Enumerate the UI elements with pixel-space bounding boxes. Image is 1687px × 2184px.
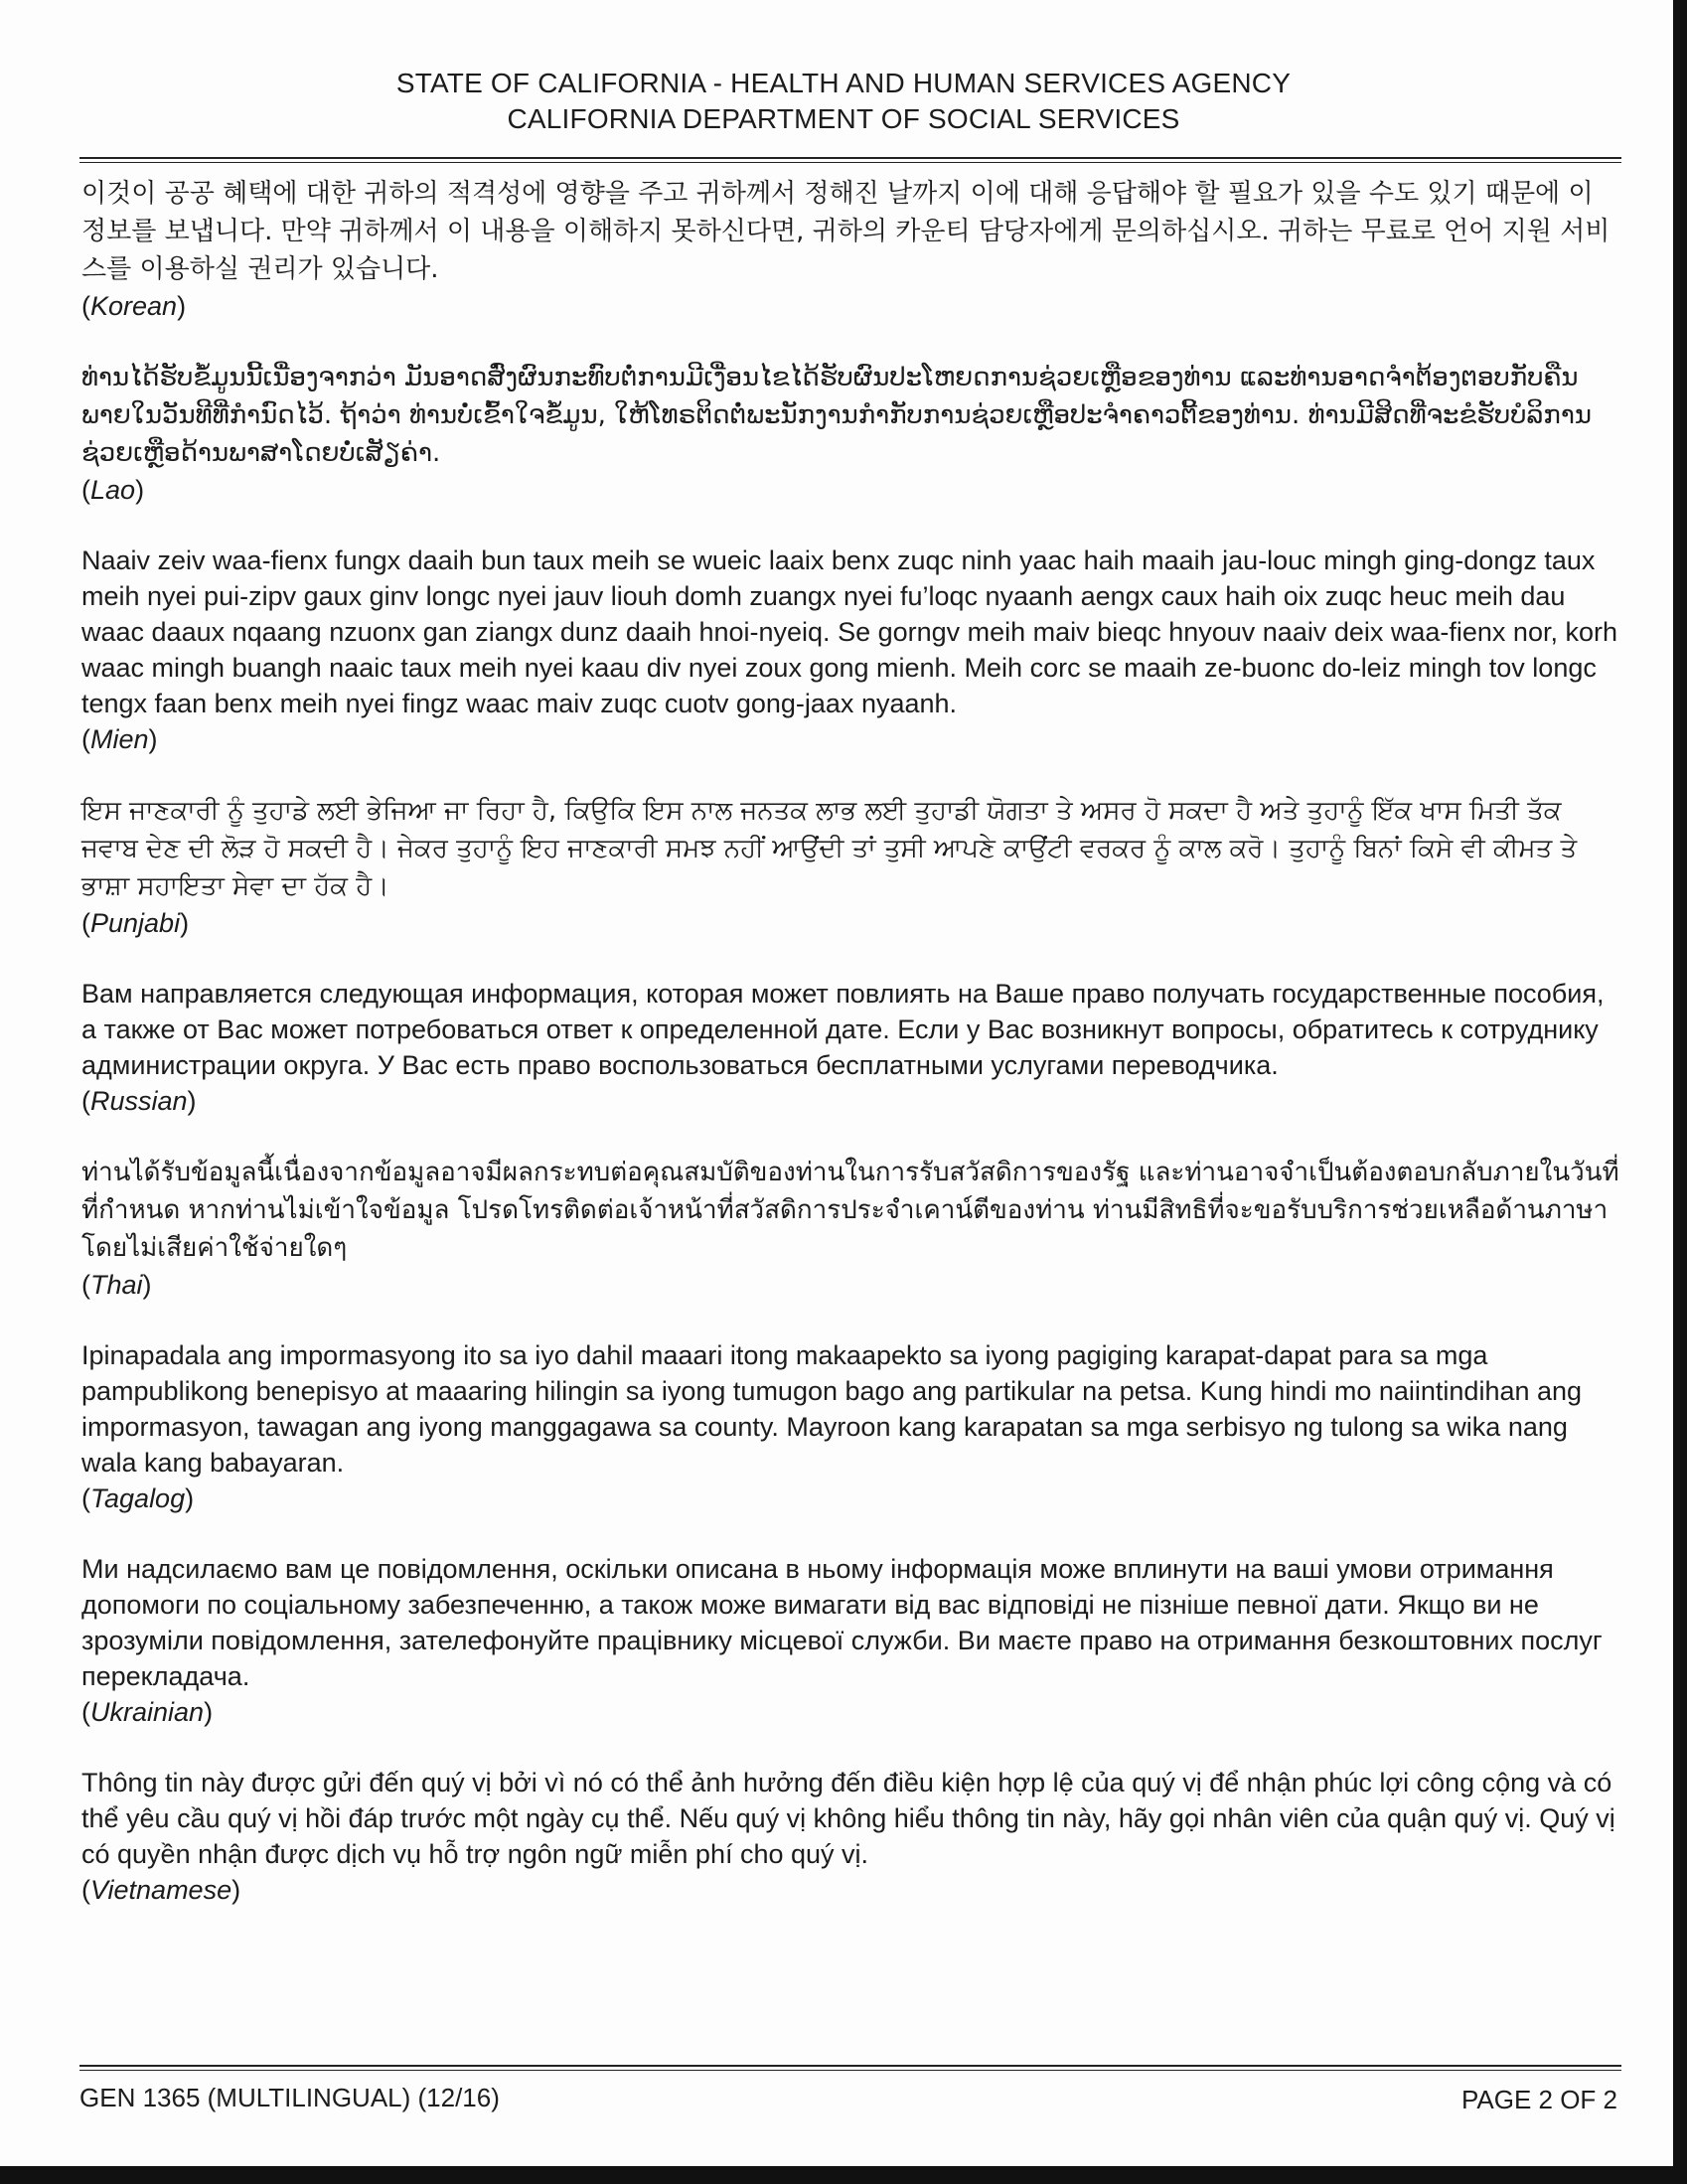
notice-tagalog: Ipinapadala ang impormasyong ito sa iyo dahil maaari itong makaapekto sa iyong pagiging karapat-dapat para sa mga pampublikong benepisyo at maaaring hilingin sa iyong tumugon bago ang partikular na petsa. Kung hindi mo naiintindihan ang impormasyon, tawagan ang iyong manggagawa sa county. Mayroon kang karapatan sa mga serbisyo ng tulong sa wika nang wala kang babayaran. (Tagalog) — [81, 1337, 1619, 1516]
notice-thai: ท่านได้รับข้อมูลนี้เนื่องจากข้อมูลอาจมีผลกระทบต่อคุณสมบัติของท่านในการรับสวัสดิการของรัฐ และท่านอาจจำเป็นต้องตอบกลับภายในวันที่ที่กำหนด หากท่านไม่เข้าใจข้อมูล โปรดโทรติดต่อเจ้าหน้าที่สวัสดิการประจำเคาน์ตีของท่าน ท่านมีสิทธิที่จะขอรับบริการช่วยเหลือด้านภาษาโดยไม่เสียค่าใช้จ่ายใดๆ (Thai) — [81, 1154, 1619, 1303]
notice-text: Вам направляется следующая информация, которая может повлиять на Ваше право получать государственные пособия, а также от Вас может потребоваться ответ к определенной дате. Если у Вас возникнут вопросы, обратитесь к сотруднику администрации округа. У Вас есть право воспользоваться бесплатными услугами переводчика. — [81, 979, 1605, 1080]
notice-text: ທ່ານໄດ້ຮັບຂໍ້ມູນນີ້ເນື່ອງຈາກວ່າ ມັນອາດສົ່ງຜົນກະທົບຕໍ່ການມີເງື່ອນໄຂໄດ້ຮັບຜົນປະໂຫຍດການຊ່ວຍເຫຼືອຂອງທ່ານ ແລະທ່ານອາດຈໍາຕ້ອງຕອບກັບຄືນພາຍໃນວັນທີທີ່ກໍານົດໄວ້. ຖ້າວ່າ ທ່ານບໍ່ເຂົ້າໃຈຂໍ້ມູນ, ໃຫ້ໂທຣຕິດຕໍ່ພະນັກງານກໍາກັບການຊ່ວຍເຫຼືອປະຈໍາຄາວຕີ້ຂອງທ່ານ. ທ່ານມີສິດທີ່ຈະຂໍຮັບບໍລິການຊ່ວຍເຫຼືອດ້ານພາສາໂດຍບໍ່ເສັຽຄ່າ. — [81, 363, 1592, 468]
notice-text: ਇਸ ਜਾਣਕਾਰੀ ਨੂੰ ਤੁਹਾਡੇ ਲਈ ਭੇਜਿਆ ਜਾ ਰਿਹਾ ਹੈ, ਕਿਉਕਿ ਇਸ ਨਾਲ ਜਨਤਕ ਲਾਭ ਲਈ ਤੁਹਾਡੀ ਯੋਗਤਾ ਤੇ ਅਸਰ ਹੋ ਸਕਦਾ ਹੈ ਅਤੇ ਤੁਹਾਨੂੰ ਇੱਕ ਖਾਸ ਮਿਤੀ ਤੱਕ ਜਵਾਬ ਦੇਣ ਦੀ ਲੋੜ ਹੋ ਸਕਦੀ ਹੈ। ਜੇਕਰ ਤੁਹਾਨੂੰ ਇਹ ਜਾਣਕਾਰੀ ਸਮਝ ਨਹੀਂ ਆਉਂਦੀ ਤਾਂ ਤੁਸੀ ਆਪਣੇ ਕਾਉਂਟੀ ਵਰਕਰ ਨੂੰ ਕਾਲ ਕਰੋ। ਤੁਹਾਨੂੰ ਬਿਨਾਂ ਕਿਸੇ ਵੀ ਕੀਮਤ ਤੇ ਭਾਸ਼ਾ ਸਹਾਇਤਾ ਸੇਵਾ ਦਾ ਹੱਕ ਹੈ। — [81, 796, 1578, 901]
language-label: Lao — [90, 475, 136, 505]
language-label: Russian — [90, 1086, 188, 1116]
notice-ukrainian: Ми надсилаємо вам це повідомлення, оскільки описана в ньому інформація може вплинути на ваші умови отримання допомоги по соціальному забезпеченню, а також може вимагати від вас відповіді не пізніше певної дати. Якщо ви не зрозуміли повідомлення, зателефонуйте працівнику місцевої служби. Ви маєте право на отримання безкоштовних послуг перекладача. (Ukrainian) — [81, 1551, 1619, 1730]
header-divider — [79, 157, 1621, 163]
form-identifier: GEN 1365 (MULTILINGUAL) (12/16) — [79, 2083, 500, 2112]
footer-divider — [79, 2065, 1621, 2071]
department-title: CALIFORNIA DEPARTMENT OF SOCIAL SERVICES — [507, 103, 1180, 134]
scan-edge-right — [1673, 0, 1687, 2184]
notice-text: 이것이 공공 혜택에 대한 귀하의 적격성에 영향을 주고 귀하께서 정해진 날까지 이에 대해 응답해야 할 필요가 있을 수도 있기 때문에 이 정보를 보냅니다. 만약 귀하께서 이 내용을 이해하지 못하신다면, 귀하의 카운티 담당자에게 문의하십시오. 귀하는 무료로 언어 지원 서비스를 이용하실 권리가 있습니다. — [81, 179, 1610, 284]
scan-edge-bottom — [0, 2166, 1687, 2184]
language-label: Vietnamese — [90, 1875, 232, 1905]
language-label: Ukrainian — [90, 1697, 205, 1727]
notice-lao: ທ່ານໄດ້ຮັບຂໍ້ມູນນີ້ເນື່ອງຈາກວ່າ ມັນອາດສົ່ງຜົນກະທົບຕໍ່ການມີເງື່ອນໄຂໄດ້ຮັບຜົນປະໂຫຍດການຊ່ວຍເຫຼືອຂອງທ່ານ ແລະທ່ານອາດຈໍາຕ້ອງຕອບກັບຄືນພາຍໃນວັນທີທີ່ກໍານົດໄວ້. ຖ້າວ່າ ທ່ານບໍ່ເຂົ້າໃຈຂໍ້ມູນ, ໃຫ້ໂທຣຕິດຕໍ່ພະນັກງານກໍາກັບການຊ່ວຍເຫຼືອປະຈໍາຄາວຕີ້ຂອງທ່ານ. ທ່ານມີສິດທີ່ຈະຂໍຮັບບໍລິການຊ່ວຍເຫຼືອດ້ານພາສາໂດຍບໍ່ເສັຽຄ່າ. (Lao) — [81, 359, 1619, 508]
notice-text: Thông tin này được gửi đến quý vị bởi vì nó có thể ảnh hưởng đến điều kiện hợp lệ của quý vị để nhận phúc lợi công cộng và có thể yêu cầu quý vị hồi đáp trước một ngày cụ thể. Nếu quý vị không hiểu thông tin này, hãy gọi nhân viên của quận quý vị. Quý vị có quyền nhận được dịch vụ hỗ trợ ngôn ngữ miễn phí cho quý vị. — [81, 1768, 1615, 1869]
document-header — [0, 66, 1687, 137]
notice-text: Naaiv zeiv waa-fienx fungx daaih bun taux meih se wueic laaix benx zuqc ninh yaac haih maaih jau-louc mingh ging-dongz taux meih nyei pui-zipv gaux ginv longc nyei jauv liouh domh zuangx nyei fu’loqc nyaanh aengx caux haih oix zuqc heuc meih dau waac daaux nqaang nzuonx gan ziangx dunz daaih hnoi-nyeiq. Se gorngv meih maiv bieqc hnyouv naaiv deix waa-fienx nor, korh waac mingh buangh naaic taux meih nyei kaau div nyei zoux gong mienh. Meih corc se maaih ze-buonc do-leiz mingh tov longc tengx faan benx meih nyei fingz waac maiv zuqc cuotv gong-jaax nyaanh. — [81, 546, 1617, 718]
notice-vietnamese: Thông tin này được gửi đến quý vị bởi vì nó có thể ảnh hưởng đến điều kiện hợp lệ của quý vị để nhận phúc lợi công cộng và có thể yêu cầu quý vị hồi đáp trước một ngày cụ thể. Nếu quý vị không hiểu thông tin này, hãy gọi nhân viên của quận quý vị. Quý vị có quyền nhận được dịch vụ hỗ trợ ngôn ngữ miễn phí cho quý vị. (Vietnamese) — [81, 1765, 1619, 1908]
notice-text: Ми надсилаємо вам це повідомлення, оскільки описана в ньому інформація може вплинути на ваші умови отримання допомоги по соціальному забезпеченню, а також може вимагати від вас відповіді не пізніше певної дати. Якщо ви не зрозуміли повідомлення, зателефонуйте працівнику місцевої служби. Ви маєте право на отримання безкоштовних послуг перекладача. — [81, 1554, 1603, 1691]
agency-title: STATE OF CALIFORNIA - HEALTH AND HUMAN SERVICES AGENCY — [395, 68, 1292, 98]
notice-text: ท่านได้รับข้อมูลนี้เนื่องจากข้อมูลอาจมีผลกระทบต่อคุณสมบัติของท่านในการรับสวัสดิการของรัฐ และท่านอาจจำเป็นต้องตอบกลับภายในวันที่ที่กำหนด หากท่านไม่เข้าใจข้อมูล โปรดโทรติดต่อเจ้าหน้าที่สวัสดิการประจำเคาน์ตีของท่าน ท่านมีสิทธิที่จะขอรับบริการช่วยเหลือด้านภาษาโดยไม่เสียค่าใช้จ่ายใดๆ — [81, 1158, 1619, 1263]
notice-punjabi: ਇਸ ਜਾਣਕਾਰੀ ਨੂੰ ਤੁਹਾਡੇ ਲਈ ਭੇਜਿਆ ਜਾ ਰਿਹਾ ਹੈ, ਕਿਉਕਿ ਇਸ ਨਾਲ ਜਨਤਕ ਲਾਭ ਲਈ ਤੁਹਾਡੀ ਯੋਗਤਾ ਤੇ ਅਸਰ ਹੋ ਸਕਦਾ ਹੈ ਅਤੇ ਤੁਹਾਨੂੰ ਇੱਕ ਖਾਸ ਮਿਤੀ ਤੱਕ ਜਵਾਬ ਦੇਣ ਦੀ ਲੋੜ ਹੋ ਸਕਦੀ ਹੈ। ਜੇਕਰ ਤੁਹਾਨੂੰ ਇਹ ਜਾਣਕਾਰੀ ਸਮਝ ਨਹੀਂ ਆਉਂਦੀ ਤਾਂ ਤੁਸੀ ਆਪਣੇ ਕਾਉਂਟੀ ਵਰਕਰ ਨੂੰ ਕਾਲ ਕਰੋ। ਤੁਹਾਨੂੰ ਬਿਨਾਂ ਕਿਸੇ ਵੀ ਕੀਮਤ ਤੇ ਭਾਸ਼ਾ ਸਹਾਇਤਾ ਸੇਵਾ ਦਾ ਹੱਕ ਹੈ। (Punjabi) — [81, 792, 1619, 941]
notice-korean: 이것이 공공 혜택에 대한 귀하의 적격성에 영향을 주고 귀하께서 정해진 날까지 이에 대해 응답해야 할 필요가 있을 수도 있기 때문에 이 정보를 보냅니다. 만약 귀하께서 이 내용을 이해하지 못하신다면, 귀하의 카운티 담당자에게 문의하십시오. 귀하는 무료로 언어 지원 서비스를 이용하실 권리가 있습니다. (Korean) — [81, 175, 1619, 324]
language-label: Punjabi — [90, 908, 181, 938]
language-label: Thai — [90, 1270, 143, 1300]
page-number: PAGE 2 OF 2 — [1460, 2085, 1617, 2114]
notice-mien: Naaiv zeiv waa-fienx fungx daaih bun taux meih se wueic laaix benx zuqc ninh yaac haih maaih jau-louc mingh ging-dongz taux meih nyei pui-zipv gaux ginv longc nyei jauv liouh domh zuangx nyei fu’loqc nyaanh aengx caux haih oix zuqc heuc meih dau waac daaux nqaang nzuonx gan ziangx dunz daaih hnoi-nyeiq. Se gorngv meih maiv bieqc hnyouv naaiv deix waa-fienx nor, korh waac mingh buangh naaic taux meih nyei kaau div nyei zoux gong mienh. Meih corc se maaih ze-buonc do-leiz mingh tov longc tengx faan benx meih nyei fingz waac maiv zuqc cuotv gong-jaax nyaanh. (Mien) — [81, 543, 1619, 757]
notice-text: Ipinapadala ang impormasyong ito sa iyo dahil maaari itong makaapekto sa iyong pagiging karapat-dapat para sa mga pampublikong benepisyo at maaaring hilingin sa iyong tumugon bago ang partikular na petsa. Kung hindi mo naiintindihan ang impormasyon, tawagan ang iyong manggagawa sa county. Mayroon kang karapatan sa mga serbisyo ng tulong sa wika nang wala kang babayaran. — [81, 1340, 1583, 1478]
language-label: Tagalog — [90, 1483, 186, 1513]
notice-list — [81, 175, 1619, 1943]
notice-russian: Вам направляется следующая информация, которая может повлиять на Ваше право получать государственные пособия, а также от Вас может потребоваться ответ к определенной дате. Если у Вас возникнут вопросы, обратитесь к сотруднику администрации округа. У Вас есть право воспользоваться бесплатными услугами переводчика. (Russian) — [81, 976, 1619, 1119]
language-label: Mien — [90, 724, 149, 754]
language-label: Korean — [90, 291, 178, 321]
